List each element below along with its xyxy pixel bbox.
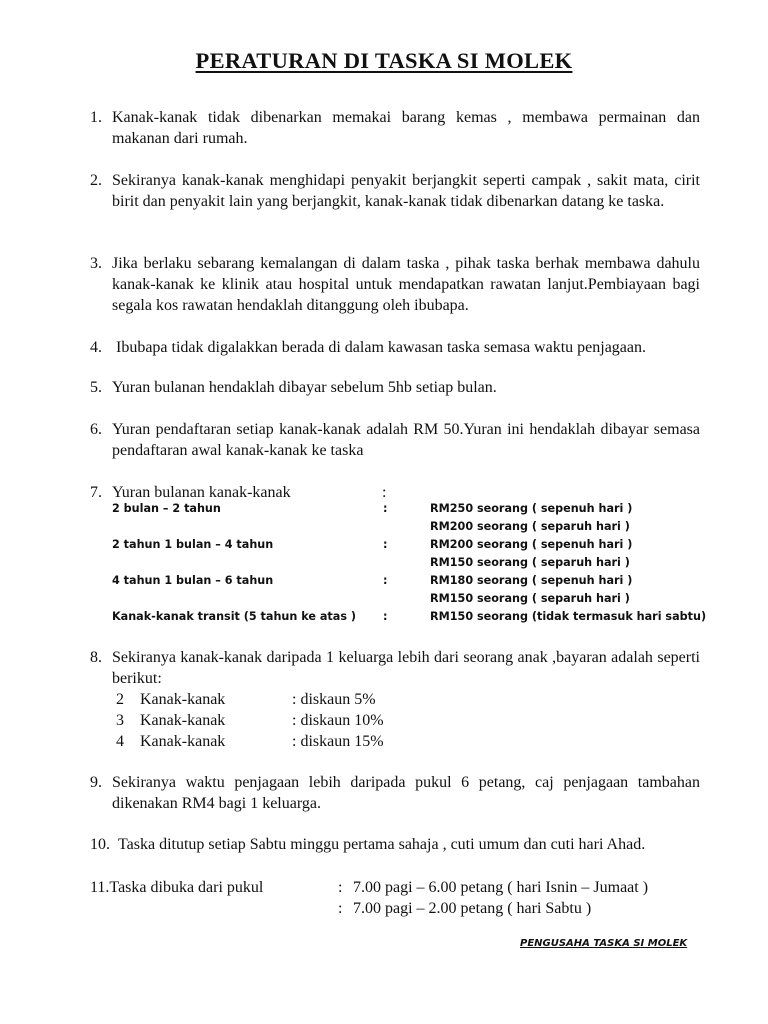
rule-text: Sekiranya kanak-kanak menghidapi penyakit berjangkit seperti campak , sakit mata, cirit birit dan penyakit lain yang berjangkit, kanak-kanak tidak dibenarkan datang ke taska. xyxy=(112,172,700,210)
rule-number: 8. xyxy=(90,649,102,666)
rule-number: 3. xyxy=(90,255,102,272)
fee-age: 2 bulan – 2 tahun xyxy=(112,502,221,515)
discount-label: Kanak-kanak xyxy=(140,691,226,708)
fee-row xyxy=(112,574,712,592)
rule-text: Sekiranya kanak-kanak daripada 1 keluarga lebih dari seorang anak ,bayaran adalah seperti berikut: xyxy=(112,649,700,687)
hours-time: 7.00 pagi – 2.00 petang ( hari Sabtu ) xyxy=(353,900,592,917)
discount-value: : diskaun 10% xyxy=(292,712,384,729)
fee-age: Kanak-kanak transit (5 tahun ke atas ) xyxy=(112,610,356,623)
rule-number: 9. xyxy=(90,774,102,791)
hours-time: 7.00 pagi – 6.00 petang ( hari Isnin – Jumaat ) xyxy=(353,879,649,896)
fee-heading-colon: : xyxy=(382,484,387,501)
fee-amount: RM150 seorang ( separuh hari ) xyxy=(430,592,630,605)
fee-amount: RM180 seorang ( sepenuh hari ) xyxy=(430,574,633,587)
rule-text: Yuran bulanan hendaklah dibayar sebelum 5hb setiap bulan. xyxy=(112,379,497,396)
rule-text: Ibubapa tidak digalakkan berada di dalam kawasan taska semasa waktu penjagaan. xyxy=(112,339,647,356)
discount-label: Kanak-kanak xyxy=(140,712,226,729)
fee-amount: RM250 seorang ( sepenuh hari ) xyxy=(430,502,633,515)
rule-3 xyxy=(90,253,700,316)
rule-number: 5. xyxy=(90,379,102,396)
fee-colon: : xyxy=(383,610,388,623)
fee-heading-label: Yuran bulanan kanak-kanak xyxy=(112,484,291,501)
discount-label: Kanak-kanak xyxy=(140,733,226,750)
rule-5 xyxy=(90,377,700,398)
rule-text: Sekiranya waktu penjagaan lebih daripada pukul 6 petang, caj penjagaan tambahan dikenakan RM4 bagi 1 keluarga. xyxy=(112,774,700,812)
discount-count: 4 xyxy=(116,733,124,750)
fee-row xyxy=(112,610,712,628)
rule-text: Yuran pendaftaran setiap kanak-kanak adalah RM 50.Yuran ini hendaklah dibayar semasa pendaftaran awal kanak-kanak ke taska xyxy=(112,421,700,459)
rule-text: Kanak-kanak tidak dibenarkan memakai barang kemas , membawa permainan dan makanan dari rumah. xyxy=(112,109,700,147)
fee-row xyxy=(112,592,712,610)
fee-row xyxy=(112,538,712,556)
rule-2 xyxy=(90,170,700,212)
hours-label: 11.Taska dibuka dari pukul xyxy=(90,879,264,896)
fee-colon: : xyxy=(383,574,388,587)
hours-colon: : xyxy=(338,879,343,896)
discount-value: : diskaun 15% xyxy=(292,733,384,750)
discount-count: 2 xyxy=(116,691,124,708)
rule-number: 6. xyxy=(90,421,102,438)
rule-4 xyxy=(90,337,700,358)
rule-number: 10. xyxy=(90,836,110,853)
discount-value: : diskaun 5% xyxy=(292,691,376,708)
fee-age: 2 tahun 1 bulan – 4 tahun xyxy=(112,538,274,551)
fee-row xyxy=(112,502,712,520)
hours-colon: : xyxy=(338,900,343,917)
fee-colon: : xyxy=(383,538,388,551)
fee-age: 4 tahun 1 bulan – 6 tahun xyxy=(112,574,274,587)
page-title: PERATURAN DI TASKA SI MOLEK xyxy=(195,48,573,73)
discount-count: 3 xyxy=(116,712,124,729)
rule-8 xyxy=(90,647,700,689)
rule-number: 1. xyxy=(90,109,102,126)
signature: PENGUSAHA TASKA SI MOLEK xyxy=(520,938,688,949)
fee-colon: : xyxy=(383,502,388,515)
fee-amount: RM200 seorang ( sepenuh hari ) xyxy=(430,538,633,551)
rule-number: 4. xyxy=(90,339,102,356)
fee-amount: RM200 seorang ( separuh hari ) xyxy=(430,520,630,533)
fee-heading xyxy=(112,482,712,503)
rule-6 xyxy=(90,419,700,461)
fee-amount: RM150 seorang ( separuh hari ) xyxy=(430,556,630,569)
rule-text: Jika berlaku sebarang kemalangan di dalam taska , pihak taska berhak membawa dahulu kanak-kanak ke klinik atau hospital untuk mendapatkan rawatan lanjut.Pembiayaan bagi segala kos rawatan hendaklah ditanggung oleh ibubapa. xyxy=(112,255,700,314)
rule-number: 7. xyxy=(90,484,102,501)
rule-number: 2. xyxy=(90,172,102,189)
fee-row xyxy=(112,556,712,574)
rule-9 xyxy=(90,772,700,814)
rule-text: Taska ditutup setiap Sabtu minggu pertama sahaja , cuti umum dan cuti hari Ahad. xyxy=(118,836,646,853)
rule-1 xyxy=(90,107,700,149)
fee-row xyxy=(112,520,712,538)
rule-10 xyxy=(90,834,720,855)
fee-amount: RM150 seorang (tidak termasuk hari sabtu) xyxy=(430,610,707,623)
